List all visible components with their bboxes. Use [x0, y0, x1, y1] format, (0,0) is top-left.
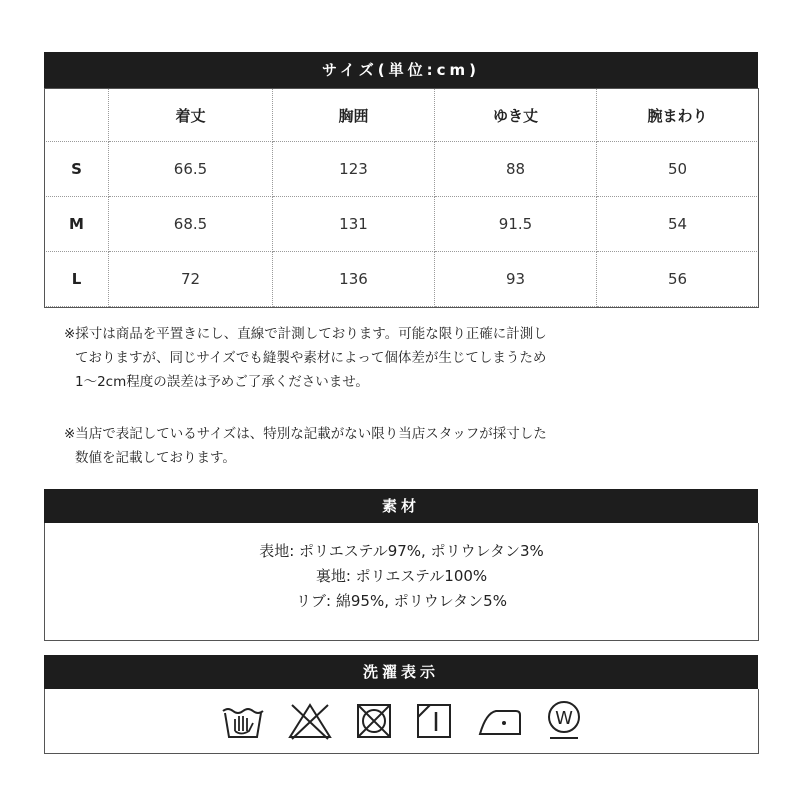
table-cell: 66.5 [109, 142, 273, 197]
table-header-cell: 腕まわり [597, 89, 759, 142]
table-cell: 91.5 [435, 197, 597, 252]
material-line: 表地: ポリエステル97%, ポリウレタン3% [259, 542, 544, 560]
care-icons [45, 689, 758, 753]
drip-dry-shade-icon [414, 701, 454, 741]
note-line: ※当店で表記しているサイズは、特別な記載がない限り当店スタッフが採寸した [64, 426, 547, 442]
care-box [44, 689, 759, 754]
material-line: 裏地: ポリエステル100% [315, 567, 488, 585]
no-tumble-dry-icon [354, 701, 394, 741]
table-cell: 56 [597, 252, 759, 307]
no-bleach-icon [286, 701, 334, 741]
table-cell: 88 [435, 142, 597, 197]
size-table-frame [44, 88, 759, 308]
table-header-cell: 着丈 [109, 89, 273, 142]
size-section-title: サイズ(単位:cm) [44, 52, 758, 88]
size-label: M [45, 197, 109, 252]
table-cell: 93 [435, 252, 597, 307]
hand-wash-icon [220, 701, 266, 741]
table-cell: 131 [273, 197, 435, 252]
wet-clean-icon [544, 699, 584, 743]
note-line: 数値を記載しております。 [75, 450, 236, 466]
material-section-title: 素材 [44, 489, 758, 523]
note-line: ておりますが、同じサイズでも縫製や素材によって個体差が生じてしまうため [75, 350, 547, 366]
table-cell: 68.5 [109, 197, 273, 252]
table-cell: 54 [597, 197, 759, 252]
table-cell: 136 [273, 252, 435, 307]
care-section-title: 洗濯表示 [44, 655, 758, 689]
wet-clean-letter: W [554, 708, 573, 729]
material-box [44, 523, 759, 641]
table-cell: 123 [273, 142, 435, 197]
note-line: 1～2cm程度の誤差は予めご了承くださいませ。 [75, 374, 369, 390]
table-header-cell: 胸囲 [273, 89, 435, 142]
table-cell: 72 [109, 252, 273, 307]
size-label: S [45, 142, 109, 197]
measurement-note [64, 322, 664, 394]
material-line: リブ: 綿95%, ポリウレタン5% [296, 592, 507, 610]
material-list [45, 523, 758, 614]
low-iron-icon [474, 701, 524, 741]
note-line: ※採寸は商品を平置きにし、直線で計測しております。可能な限り正確に計測し [64, 326, 547, 342]
table-header-cell: ゆき丈 [435, 89, 597, 142]
size-label: L [45, 252, 109, 307]
size-source-note [64, 422, 664, 470]
table-cell: 50 [597, 142, 759, 197]
